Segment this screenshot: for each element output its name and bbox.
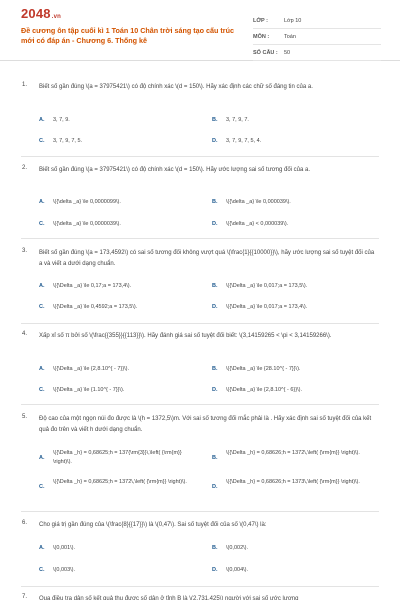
meta-key: SỐ CÂU : [253, 49, 278, 56]
site-logo[interactable] [21, 6, 61, 21]
option-text: \({\Delta _a} \le {2,8.10^{ - 6}}\). [226, 387, 302, 393]
meta-row-subject [253, 29, 381, 45]
question-number: 3. [22, 248, 28, 254]
question-divider [21, 323, 379, 324]
option-text: \({\Delta _h} = 0,68625;h = 137{\rm{3}}\,\left( {\rm{m}} \right)\). [53, 450, 182, 465]
question-text: Biết số gần đúng \(a = 37975421\) có độ chính xác \(d = 150\). Hãy xác định các chữ số đáng tin của a. [39, 84, 313, 90]
question-divider [21, 404, 379, 405]
option-text: 3, 7, 9, 7, 5. [53, 138, 83, 144]
question-divider [21, 511, 379, 512]
meta-row-class [253, 13, 381, 29]
question-item [0, 165, 400, 247]
question-item [0, 248, 400, 333]
option-letter: D. [212, 387, 218, 393]
option-letter: A. [39, 117, 45, 123]
option-text: \({\Delta _a} \le {2,8.10^{ - 7}}\). [53, 366, 129, 372]
meta-value: Lớp 10 [284, 17, 302, 24]
option-letter: A. [39, 455, 45, 461]
option-text: \(0,003\). [53, 567, 76, 573]
option-text: \({\delta _a} \le 0,0000099\). [53, 199, 121, 205]
option-text: 3, 7, 9, 7. [226, 117, 249, 123]
question-item [0, 414, 400, 514]
question-item-partial [0, 594, 400, 600]
option-text: \(0,002\). [226, 545, 249, 551]
meta-table [253, 13, 381, 61]
option-text: \({\Delta _a} \le 0,017;a = 173,5\). [226, 283, 308, 289]
option-letter: C. [39, 567, 45, 573]
option-text: \({\delta _a} < 0,000039\). [226, 221, 289, 227]
option-letter: C. [39, 304, 45, 310]
meta-row-count [253, 45, 381, 61]
question-divider [21, 238, 379, 239]
option-letter: B. [212, 283, 218, 289]
question-divider [21, 156, 379, 157]
logo-main: 2048 [21, 6, 51, 21]
option-text: \(0,001\). [53, 545, 76, 551]
question-number: 7. [22, 594, 28, 600]
meta-value: Toán [284, 33, 296, 40]
question-number: 4. [22, 331, 28, 337]
question-text: Độ cao của một ngọn núi đo được là \(h = 1372,5\)m. Với sai số tương đối mắc phải là . Hãy xác định sai số tuyệt đối của kết quả đo trên và viết h dưới dạng chuẩn. [39, 416, 372, 433]
option-letter: A. [39, 199, 45, 205]
question-text: Biết số gần đúng \(a = 37975421\) có độ chính xác \(d = 150\). Hãy ước lượng sai số tương đối của a. [39, 167, 311, 173]
question-item [0, 520, 400, 590]
option-text: \({\Delta _h} = 0,68626;h = 1372\,\left( {\rm{m}} \right)\). [226, 450, 360, 456]
option-text: \({\Delta _a} \le 0,4592;a = 173,5\). [53, 304, 138, 310]
question-number: 5. [22, 414, 28, 420]
option-text: \({\Delta _a} \le {28.10^{ - 7}}\). [226, 366, 301, 372]
option-letter: D. [212, 567, 218, 573]
option-letter: C. [39, 138, 45, 144]
question-divider [21, 586, 379, 587]
question-text: Xấp xỉ số π bởi số \(\frac{{355}}{{113}}\). Hãy đánh giá sai số tuyệt đối biết: \(3,14159265 < \pi < 3,14159266\). [39, 333, 332, 339]
option-text: 3, 7, 9, 7, 5, 4. [226, 138, 262, 144]
option-letter: A. [39, 545, 45, 551]
question-number: 1. [22, 82, 28, 88]
question-number: 2. [22, 165, 28, 171]
document-header [0, 0, 400, 61]
option-text: \({\Delta _h} = 0,68626;h = 1373\,\left( {\rm{m}} \right)\). [226, 479, 360, 485]
option-letter: B. [212, 545, 218, 551]
option-letter: C. [39, 387, 45, 393]
question-item [0, 82, 400, 162]
option-letter: B. [212, 199, 218, 205]
document-title: Đề cương ôn tập cuối kì 1 Toán 10 Chân trời sáng tạo cấu trúc mới có đáp án - Chương 6. Thống kê [21, 26, 234, 45]
question-text: Cho giá trị gần đúng của \(\frac{8}{{17}}\) là \(0,47\). Sai số tuyệt đối của số \(0,47\) là: [39, 522, 267, 528]
option-text: 3, 7, 9. [53, 117, 70, 123]
option-letter: D. [212, 304, 218, 310]
question-item [0, 331, 400, 411]
meta-key: MÔN : [253, 33, 270, 40]
option-text: \({\delta _a} \le 0,000039\). [226, 199, 291, 205]
option-text: \({\Delta _a} \le 0,017;a = 173,4\). [226, 304, 308, 310]
question-number: 6. [22, 520, 28, 526]
option-letter: B. [212, 366, 218, 372]
option-text: \(0,004\). [226, 567, 249, 573]
option-text: \({\Delta _h} = 0,68625;h = 1372\,\left( {\rm{m}} \right)\). [53, 479, 187, 485]
question-text: Biết số gần đúng \(a = 173,4592\) có sai số tương đối không vượt quá \(\frac{1}{{10000}}\), hãy ước lượng sai số tuyệt đối của a và viết a dưới dạng chuẩn. [39, 250, 375, 267]
option-text: \({\delta _a} \le 0,0000039\). [53, 221, 121, 227]
question-text: Qua điều tra dân số kết quả thu được số dân ở tỉnh B là \(2.731.425\) người với sai số ước lượng [39, 596, 299, 600]
option-letter: A. [39, 366, 45, 372]
meta-value: 50 [284, 49, 291, 56]
option-letter: B. [212, 455, 218, 461]
option-text: \({\Delta _a} \le 0,17;a = 173,4\). [53, 283, 132, 289]
meta-key: LỚP : [253, 17, 268, 24]
option-letter: B. [212, 117, 218, 123]
option-letter: C. [39, 221, 45, 227]
option-letter: C. [39, 484, 45, 490]
logo-suffix: .vn [51, 14, 62, 20]
option-letter: D. [212, 221, 218, 227]
option-letter: D. [212, 484, 218, 490]
option-letter: A. [39, 283, 45, 289]
option-letter: D. [212, 138, 218, 144]
option-text: \({\Delta _a} \le {1.10^{ - 7}}\). [53, 387, 125, 393]
